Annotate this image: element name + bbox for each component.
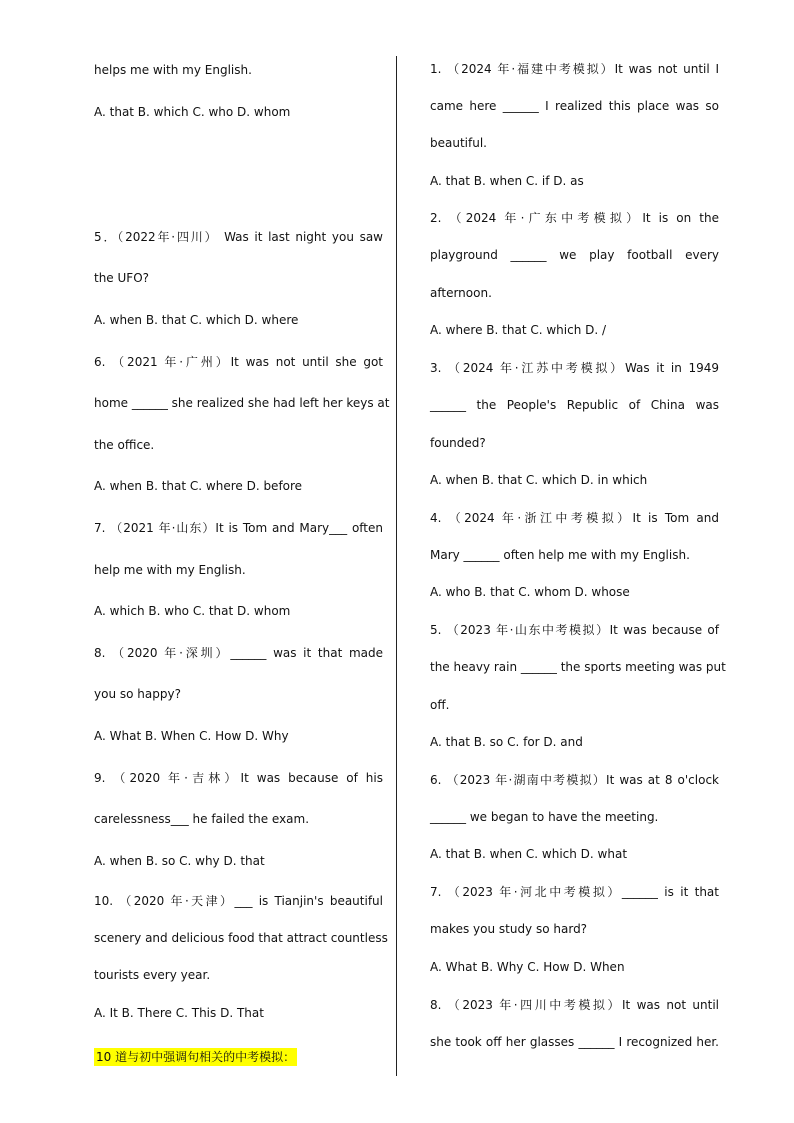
right-column-line: 2. （2024 年·广东中考模拟）It is on the bbox=[430, 211, 719, 225]
right-column-line: A. who B. that C. whom D. whose bbox=[430, 585, 630, 599]
left-column-line: tourists every year. bbox=[94, 968, 211, 982]
right-column-line: founded? bbox=[430, 436, 486, 450]
right-column-line: off. bbox=[430, 698, 450, 712]
right-column-line: A. What B. Why C. How D. When bbox=[430, 960, 625, 974]
right-column-line: playground ______ we play football every bbox=[430, 248, 719, 262]
left-column-line: 6. （2021 年·广州）It was not until she got bbox=[94, 355, 383, 369]
left-column-line: scenery and delicious food that attract countless bbox=[94, 931, 388, 945]
left-column-line: the UFO? bbox=[94, 271, 150, 285]
left-column-line: carelessness___ he failed the exam. bbox=[94, 812, 310, 826]
right-column-line: beautiful. bbox=[430, 136, 487, 150]
left-column-line: A. that B. which C. who D. whom bbox=[94, 105, 291, 119]
right-column-line: A. that B. so C. for D. and bbox=[430, 735, 583, 749]
right-column-line: ______ we began to have the meeting. bbox=[430, 810, 659, 824]
right-column-line: A. where B. that C. which D. / bbox=[430, 323, 607, 337]
left-column-line: A. It B. There C. This D. That bbox=[94, 1006, 264, 1020]
right-column-line: A. when B. that C. which D. in which bbox=[430, 473, 648, 487]
section-heading: 10 道与初中强调句相关的中考模拟： bbox=[96, 1050, 296, 1064]
right-column-line: 6. （2023 年·湖南中考模拟）It was at 8 o'clock bbox=[430, 773, 719, 787]
right-column-line: Mary ______ often help me with my English. bbox=[430, 548, 690, 562]
right-column-line: afternoon. bbox=[430, 286, 492, 300]
left-column-line: help me with my English. bbox=[94, 563, 246, 577]
left-column-line: the office. bbox=[94, 438, 155, 452]
column-divider bbox=[396, 56, 397, 1076]
right-column-line: 8. （2023 年·四川中考模拟）It was not until bbox=[430, 998, 719, 1012]
left-column-line: home ______ she realized she had left her keys at bbox=[94, 396, 390, 410]
right-column-line: 1. （2024 年·福建中考模拟）It was not until I bbox=[430, 62, 719, 76]
right-column-line: 7. （2023 年·河北中考模拟）______ is it that bbox=[430, 885, 719, 899]
left-column-line: A. which B. who C. that D. whom bbox=[94, 604, 291, 618]
left-column-line: A. when B. so C. why D. that bbox=[94, 854, 265, 868]
left-column-line: A. What B. When C. How D. Why bbox=[94, 729, 289, 743]
right-column-line: ______ the People's Republic of China was bbox=[430, 398, 719, 412]
left-column-line: you so happy? bbox=[94, 687, 181, 701]
right-column-line: makes you study so hard? bbox=[430, 922, 588, 936]
left-column-line: 7. （2021 年·山东）It is Tom and Mary___ often bbox=[94, 521, 383, 535]
left-column-line: helps me with my English. bbox=[94, 63, 252, 77]
left-column-line: 8. （2020 年·深圳）______ was it that made bbox=[94, 646, 383, 660]
left-column-line: 9. （2020 年·吉林）It was because of his bbox=[94, 771, 383, 785]
right-column-line: 5. （2023 年·山东中考模拟）It was because of bbox=[430, 623, 719, 637]
right-column-line: came here ______ I realized this place was so bbox=[430, 99, 719, 113]
left-column-line: A. when B. that C. which D. where bbox=[94, 313, 299, 327]
right-column-line: the heavy rain ______ the sports meeting was put bbox=[430, 660, 726, 674]
right-column-line: 3. （2024 年·江苏中考模拟）Was it in 1949 bbox=[430, 361, 719, 375]
right-column-line: A. that B. when C. if D. as bbox=[430, 174, 584, 188]
left-column-line: A. when B. that C. where D. before bbox=[94, 479, 303, 493]
right-column-line: A. that B. when C. which D. what bbox=[430, 847, 628, 861]
left-column-line: 5．（2022年·四川） Was it last night you saw bbox=[94, 230, 383, 244]
right-column-line: she took off her glasses ______ I recognized her. bbox=[430, 1035, 719, 1049]
right-column-line: 4. （2024 年·浙江中考模拟）It is Tom and bbox=[430, 511, 719, 525]
left-column-line: 10. （2020 年·天津）___ is Tianjin's beautiful bbox=[94, 894, 383, 908]
section-heading-wrapper bbox=[94, 1049, 297, 1065]
